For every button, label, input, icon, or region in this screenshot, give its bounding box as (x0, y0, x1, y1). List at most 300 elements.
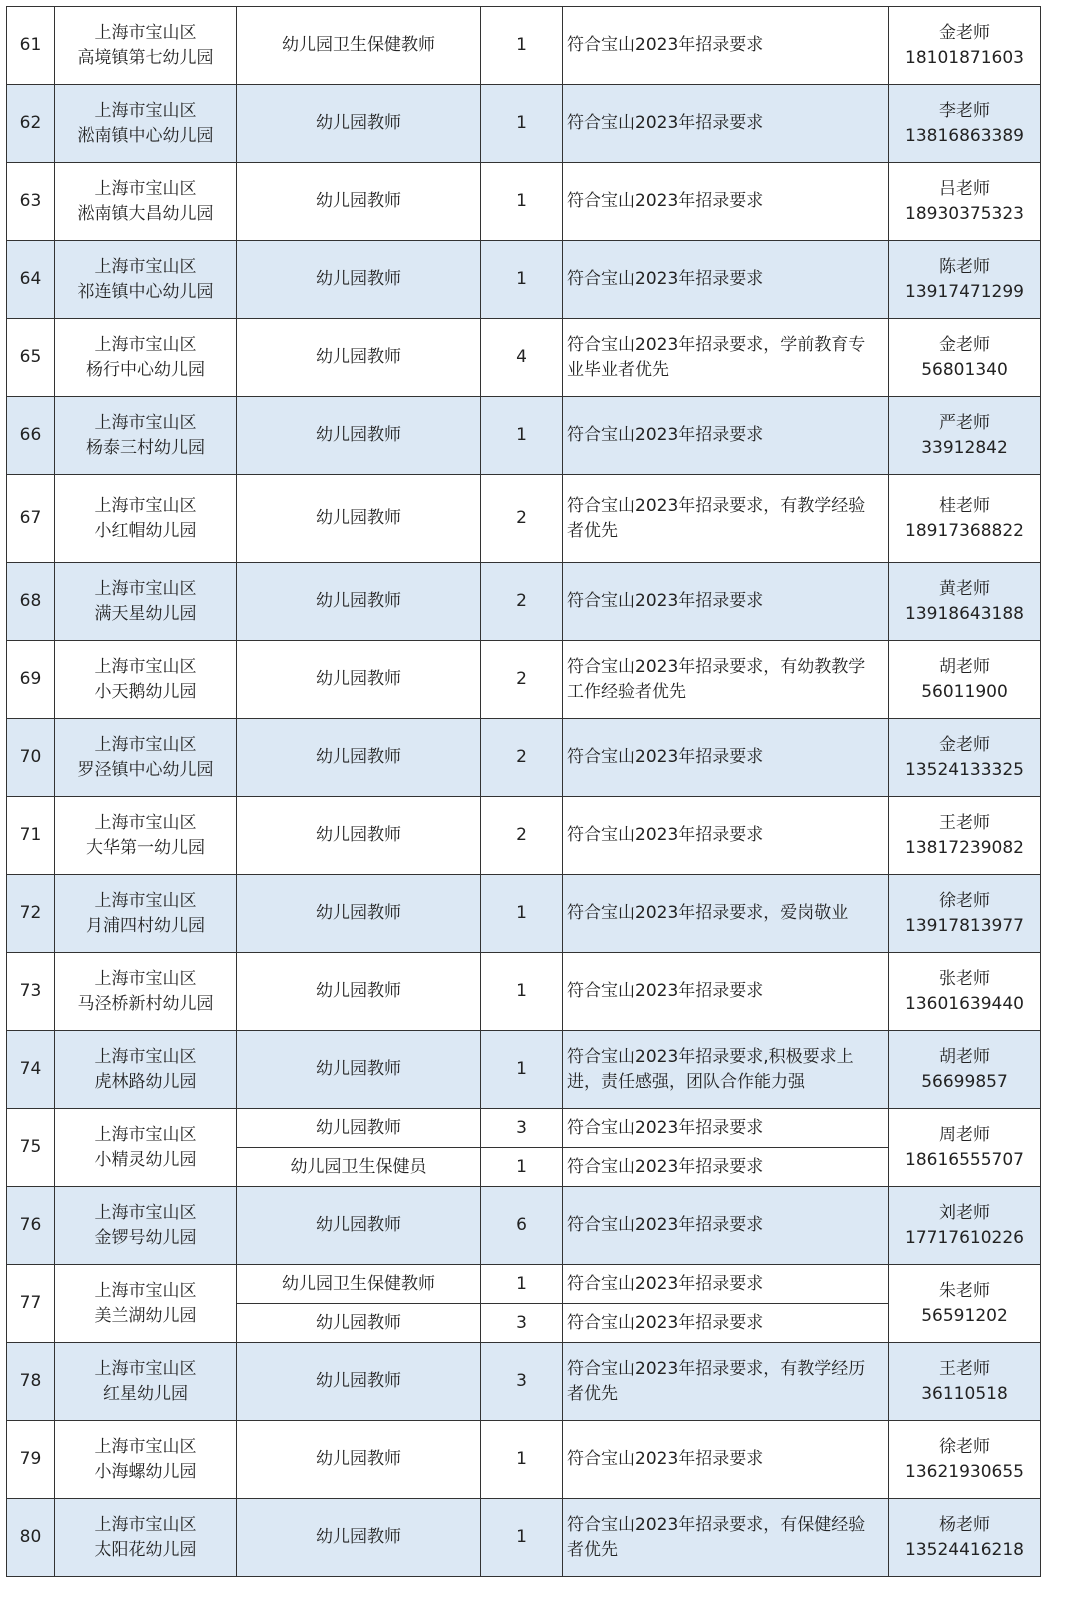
row-number (7, 719, 55, 797)
contact-phone: 33912842 (921, 437, 1008, 458)
contact-cell (889, 1421, 1041, 1499)
position-title (237, 1343, 481, 1421)
requirement-text: 符合宝山2023年招录要求 (567, 425, 764, 445)
row-number (7, 1109, 55, 1187)
position-count-text: 4 (516, 347, 527, 367)
position-title-text: 幼儿园教师 (316, 425, 401, 445)
position-requirement (563, 1031, 889, 1109)
position-count (481, 1148, 563, 1187)
position-title-text: 幼儿园教师 (316, 1312, 401, 1333)
position-title-text: 幼儿园教师 (316, 508, 401, 528)
row-number-text: 67 (19, 508, 42, 528)
position-count (481, 1187, 563, 1265)
school-cell (55, 641, 237, 719)
school-name: 淞南镇大昌幼儿园 (77, 203, 214, 224)
position-title-text: 幼儿园卫生保健员 (290, 1156, 427, 1177)
school-name: 金锣号幼儿园 (94, 1227, 197, 1248)
row-number-text: 62 (19, 113, 42, 133)
position-title (237, 85, 481, 163)
position-requirement (563, 1421, 889, 1499)
requirement-text: 符合宝山2023年招录要求 (567, 1312, 764, 1333)
position-requirement (563, 953, 889, 1031)
position-title-text: 幼儿园教师 (316, 669, 401, 689)
contact-name: 张老师 (939, 968, 990, 989)
contact-phone: 13621930655 (905, 1461, 1024, 1482)
position-title (237, 163, 481, 241)
contact-name: 杨老师 (939, 1514, 990, 1535)
row-number-text: 68 (19, 591, 42, 611)
position-count (481, 1109, 563, 1148)
contact-name: 刘老师 (939, 1202, 990, 1223)
row-number (7, 641, 55, 719)
position-requirement (563, 1148, 889, 1187)
table-row (7, 1499, 1041, 1577)
position-count (481, 797, 563, 875)
requirement-text: 符合宝山2023年招录要求 (567, 1156, 764, 1177)
school-name: 高境镇第七幼儿园 (77, 47, 214, 68)
table-row (7, 797, 1041, 875)
position-count-text: 1 (516, 1273, 527, 1294)
table-row (7, 7, 1041, 85)
position-title-text: 幼儿园教师 (316, 1371, 401, 1391)
school-district: 上海市宝山区 (94, 412, 197, 433)
school-name: 美兰湖幼儿园 (94, 1305, 197, 1326)
requirement-text: 符合宝山2023年招录要求 (567, 1117, 764, 1138)
requirement-text: 符合宝山2023年招录要求，爱岗敬业 (567, 903, 849, 923)
contact-phone: 13524416218 (905, 1539, 1024, 1560)
school-cell (55, 1031, 237, 1109)
position-count-text: 1 (516, 191, 527, 211)
school-district: 上海市宝山区 (94, 1202, 197, 1223)
contact-phone: 56699857 (921, 1071, 1008, 1092)
row-number-text: 73 (19, 981, 42, 1001)
contact-name: 桂老师 (939, 495, 990, 516)
contact-cell (889, 1343, 1041, 1421)
position-title-text: 幼儿园教师 (316, 981, 401, 1001)
school-district: 上海市宝山区 (94, 495, 197, 516)
contact-name: 陈老师 (939, 256, 990, 277)
school-district: 上海市宝山区 (94, 22, 197, 43)
requirement-text: 符合宝山2023年招录要求,积极要求上进，责任感强，团队合作能力强 (567, 1046, 854, 1092)
contact-name: 吕老师 (939, 178, 990, 199)
position-count-text: 2 (516, 747, 527, 767)
school-name: 杨行中心幼儿园 (86, 359, 205, 380)
table-row (7, 1343, 1041, 1421)
contact-name: 严老师 (939, 412, 990, 433)
school-cell (55, 797, 237, 875)
contact-name: 徐老师 (939, 1436, 990, 1457)
contact-name: 朱老师 (939, 1280, 990, 1301)
school-cell (55, 475, 237, 563)
position-title (237, 1265, 481, 1304)
requirement-text: 符合宝山2023年招录要求，有保健经验者优先 (567, 1514, 866, 1560)
position-count (481, 1343, 563, 1421)
contact-cell (889, 7, 1041, 85)
contact-name: 周老师 (939, 1124, 990, 1145)
position-title-text: 幼儿园教师 (316, 113, 401, 133)
school-name: 红星幼儿园 (103, 1383, 188, 1404)
row-number (7, 1421, 55, 1499)
table-body (7, 7, 1041, 1577)
contact-phone: 56801340 (921, 359, 1008, 380)
row-number-text: 75 (19, 1137, 42, 1157)
requirement-text: 符合宝山2023年招录要求 (567, 1449, 764, 1469)
contact-name: 胡老师 (939, 656, 990, 677)
position-requirement (563, 85, 889, 163)
position-count-text: 2 (516, 591, 527, 611)
requirement-text: 符合宝山2023年招录要求 (567, 1215, 764, 1235)
school-district: 上海市宝山区 (94, 1436, 197, 1457)
position-title (237, 563, 481, 641)
table-row (7, 641, 1041, 719)
contact-cell (889, 1265, 1041, 1343)
requirement-text: 符合宝山2023年招录要求，有幼教教学工作经验者优先 (567, 656, 866, 702)
contact-cell (889, 319, 1041, 397)
requirement-text: 符合宝山2023年招录要求 (567, 269, 764, 289)
school-cell (55, 7, 237, 85)
position-count-text: 2 (516, 669, 527, 689)
row-number-text: 63 (19, 191, 42, 211)
position-requirement (563, 163, 889, 241)
position-count (481, 563, 563, 641)
contact-cell (889, 563, 1041, 641)
position-requirement (563, 563, 889, 641)
position-requirement (563, 475, 889, 563)
requirement-text: 符合宝山2023年招录要求 (567, 591, 764, 611)
contact-phone: 18930375323 (905, 203, 1024, 224)
requirement-text: 符合宝山2023年招录要求 (567, 1273, 764, 1294)
contact-name: 黄老师 (939, 578, 990, 599)
position-title-text: 幼儿园教师 (316, 1527, 401, 1547)
table-row (7, 1187, 1041, 1265)
contact-phone: 13817239082 (905, 837, 1024, 858)
contact-cell (889, 1109, 1041, 1187)
position-title-text: 幼儿园教师 (316, 191, 401, 211)
position-count (481, 641, 563, 719)
row-number-text: 71 (19, 825, 42, 845)
school-district: 上海市宝山区 (94, 656, 197, 677)
position-title (237, 875, 481, 953)
row-number-text: 76 (19, 1215, 42, 1235)
school-district: 上海市宝山区 (94, 1280, 197, 1301)
position-requirement (563, 875, 889, 953)
position-title (237, 1187, 481, 1265)
row-number-text: 72 (19, 903, 42, 923)
row-number (7, 1265, 55, 1343)
position-count (481, 163, 563, 241)
contact-cell (889, 719, 1041, 797)
contact-name: 金老师 (939, 22, 990, 43)
table-row (7, 953, 1041, 1031)
contact-cell (889, 1499, 1041, 1577)
position-count (481, 953, 563, 1031)
contact-cell (889, 797, 1041, 875)
school-name: 小红帽幼儿园 (94, 520, 197, 541)
school-name: 小精灵幼儿园 (94, 1149, 197, 1170)
school-district: 上海市宝山区 (94, 890, 197, 911)
school-cell (55, 85, 237, 163)
position-title (237, 1421, 481, 1499)
contact-phone: 56011900 (921, 681, 1008, 702)
recruitment-table (6, 6, 1041, 1577)
contact-phone: 18616555707 (905, 1149, 1024, 1170)
school-district: 上海市宝山区 (94, 178, 197, 199)
contact-name: 王老师 (939, 812, 990, 833)
position-title-text: 幼儿园教师 (316, 825, 401, 845)
row-number (7, 953, 55, 1031)
row-number (7, 7, 55, 85)
row-number-text: 78 (19, 1371, 42, 1391)
school-name: 太阳花幼儿园 (94, 1539, 197, 1560)
position-count (481, 85, 563, 163)
position-requirement (563, 241, 889, 319)
contact-phone: 18101871603 (905, 47, 1024, 68)
position-title (237, 953, 481, 1031)
school-cell (55, 719, 237, 797)
position-title-text: 幼儿园卫生保健教师 (282, 1273, 435, 1294)
position-title (237, 1304, 481, 1343)
row-number (7, 397, 55, 475)
position-title (237, 1109, 481, 1148)
school-name: 大华第一幼儿园 (86, 837, 205, 858)
contact-name: 徐老师 (939, 890, 990, 911)
position-title-text: 幼儿园教师 (316, 1059, 401, 1079)
position-requirement (563, 797, 889, 875)
position-count (481, 1421, 563, 1499)
contact-cell (889, 1031, 1041, 1109)
contact-phone: 13816863389 (905, 125, 1024, 146)
position-title-text: 幼儿园教师 (316, 591, 401, 611)
position-title (237, 397, 481, 475)
position-count (481, 475, 563, 563)
position-count-text: 2 (516, 508, 527, 528)
position-requirement (563, 1265, 889, 1304)
contact-phone: 36110518 (921, 1383, 1008, 1404)
position-count (481, 397, 563, 475)
position-title (237, 319, 481, 397)
position-title-text: 幼儿园教师 (316, 1449, 401, 1469)
contact-phone: 17717610226 (905, 1227, 1024, 1248)
school-cell (55, 241, 237, 319)
table-row (7, 241, 1041, 319)
school-cell (55, 953, 237, 1031)
table-row (7, 397, 1041, 475)
school-district: 上海市宝山区 (94, 734, 197, 755)
position-title (237, 641, 481, 719)
contact-phone: 13601639440 (905, 993, 1024, 1014)
position-requirement (563, 719, 889, 797)
position-count (481, 7, 563, 85)
position-count-text: 1 (516, 1059, 527, 1079)
school-district: 上海市宝山区 (94, 1124, 197, 1145)
school-name: 祁连镇中心幼儿园 (77, 281, 214, 302)
contact-phone: 13524133325 (905, 759, 1024, 780)
requirement-text: 符合宝山2023年招录要求 (567, 825, 764, 845)
contact-cell (889, 1187, 1041, 1265)
position-count-text: 3 (516, 1117, 527, 1138)
contact-cell (889, 163, 1041, 241)
position-requirement (563, 7, 889, 85)
position-count-text: 1 (516, 113, 527, 133)
position-title (237, 475, 481, 563)
table-row (7, 875, 1041, 953)
row-number-text: 65 (19, 347, 42, 367)
contact-cell (889, 85, 1041, 163)
row-number (7, 241, 55, 319)
position-requirement (563, 319, 889, 397)
position-count-text: 1 (516, 1527, 527, 1547)
contact-cell (889, 875, 1041, 953)
row-number (7, 1499, 55, 1577)
row-number-text: 64 (19, 269, 42, 289)
school-cell (55, 319, 237, 397)
position-title-text: 幼儿园教师 (316, 347, 401, 367)
school-cell (55, 1187, 237, 1265)
row-number (7, 475, 55, 563)
requirement-text: 符合宝山2023年招录要求 (567, 747, 764, 767)
school-cell (55, 563, 237, 641)
table-row (7, 1421, 1041, 1499)
row-number-text: 69 (19, 669, 42, 689)
contact-cell (889, 397, 1041, 475)
row-number-text: 80 (19, 1527, 42, 1547)
school-cell (55, 1343, 237, 1421)
row-number (7, 1187, 55, 1265)
position-count-text: 1 (516, 35, 527, 55)
position-title-text: 幼儿园教师 (316, 1117, 401, 1138)
school-name: 小海螺幼儿园 (94, 1461, 197, 1482)
position-count (481, 1304, 563, 1343)
school-name: 马泾桥新村幼儿园 (77, 993, 214, 1014)
school-cell (55, 1421, 237, 1499)
school-name: 小天鹅幼儿园 (94, 681, 197, 702)
school-name: 虎林路幼儿园 (94, 1071, 197, 1092)
position-title (237, 1499, 481, 1577)
table-row (7, 475, 1041, 563)
requirement-text: 符合宝山2023年招录要求 (567, 191, 764, 211)
row-number-text: 74 (19, 1059, 42, 1079)
school-district: 上海市宝山区 (94, 812, 197, 833)
school-cell (55, 1265, 237, 1343)
row-number-text: 79 (19, 1449, 42, 1469)
row-number-text: 70 (19, 747, 42, 767)
table-row (7, 1109, 1041, 1148)
position-count (481, 319, 563, 397)
school-name: 杨泰三村幼儿园 (86, 437, 205, 458)
school-district: 上海市宝山区 (94, 1046, 197, 1067)
position-count-text: 1 (516, 981, 527, 1001)
row-number-text: 61 (19, 35, 42, 55)
position-count-text: 3 (516, 1371, 527, 1391)
school-cell (55, 397, 237, 475)
position-requirement (563, 1109, 889, 1148)
contact-phone: 13918643188 (905, 603, 1024, 624)
requirement-text: 符合宝山2023年招录要求，学前教育专业毕业者优先 (567, 334, 866, 380)
row-number-text: 66 (19, 425, 42, 445)
position-requirement (563, 1499, 889, 1577)
school-district: 上海市宝山区 (94, 1514, 197, 1535)
school-cell (55, 163, 237, 241)
school-district: 上海市宝山区 (94, 100, 197, 121)
table-row (7, 85, 1041, 163)
school-district: 上海市宝山区 (94, 334, 197, 355)
contact-phone: 18917368822 (905, 520, 1024, 541)
row-number-text: 77 (19, 1293, 42, 1313)
school-district: 上海市宝山区 (94, 968, 197, 989)
school-name: 淞南镇中心幼儿园 (77, 125, 214, 146)
school-cell (55, 875, 237, 953)
position-title (237, 797, 481, 875)
table-row (7, 719, 1041, 797)
position-count-text: 1 (516, 269, 527, 289)
table-row (7, 163, 1041, 241)
table-row (7, 1031, 1041, 1109)
row-number (7, 85, 55, 163)
position-title (237, 241, 481, 319)
requirement-text: 符合宝山2023年招录要求，有教学经验者优先 (567, 495, 866, 541)
position-count (481, 241, 563, 319)
school-district: 上海市宝山区 (94, 578, 197, 599)
position-count (481, 875, 563, 953)
requirement-text: 符合宝山2023年招录要求 (567, 113, 764, 133)
contact-cell (889, 475, 1041, 563)
requirement-text: 符合宝山2023年招录要求 (567, 981, 764, 1001)
contact-name: 金老师 (939, 334, 990, 355)
position-count (481, 1499, 563, 1577)
school-name: 罗泾镇中心幼儿园 (77, 759, 214, 780)
row-number (7, 163, 55, 241)
row-number (7, 797, 55, 875)
position-count (481, 1265, 563, 1304)
table-row (7, 563, 1041, 641)
position-title-text: 幼儿园教师 (316, 269, 401, 289)
position-requirement (563, 641, 889, 719)
requirement-text: 符合宝山2023年招录要求 (567, 35, 764, 55)
contact-cell (889, 953, 1041, 1031)
table-row (7, 1265, 1041, 1304)
position-count (481, 1031, 563, 1109)
position-requirement (563, 1304, 889, 1343)
school-district: 上海市宝山区 (94, 256, 197, 277)
position-title-text: 幼儿园教师 (316, 747, 401, 767)
school-cell (55, 1499, 237, 1577)
school-cell (55, 1109, 237, 1187)
position-title (237, 719, 481, 797)
school-name: 满天星幼儿园 (94, 603, 197, 624)
position-requirement (563, 397, 889, 475)
position-title (237, 1148, 481, 1187)
contact-name: 王老师 (939, 1358, 990, 1379)
row-number (7, 319, 55, 397)
row-number (7, 563, 55, 641)
position-title-text: 幼儿园教师 (316, 903, 401, 923)
position-count-text: 2 (516, 825, 527, 845)
position-count-text: 1 (516, 903, 527, 923)
position-count-text: 1 (516, 1156, 527, 1177)
row-number (7, 875, 55, 953)
row-number (7, 1031, 55, 1109)
contact-phone: 13917813977 (905, 915, 1024, 936)
row-number (7, 1343, 55, 1421)
position-requirement (563, 1343, 889, 1421)
position-requirement (563, 1187, 889, 1265)
school-district: 上海市宝山区 (94, 1358, 197, 1379)
position-count-text: 1 (516, 1449, 527, 1469)
position-title-text: 幼儿园教师 (316, 1215, 401, 1235)
requirement-text: 符合宝山2023年招录要求，有教学经历者优先 (567, 1358, 866, 1404)
school-name: 月浦四村幼儿园 (86, 915, 205, 936)
table-row (7, 319, 1041, 397)
